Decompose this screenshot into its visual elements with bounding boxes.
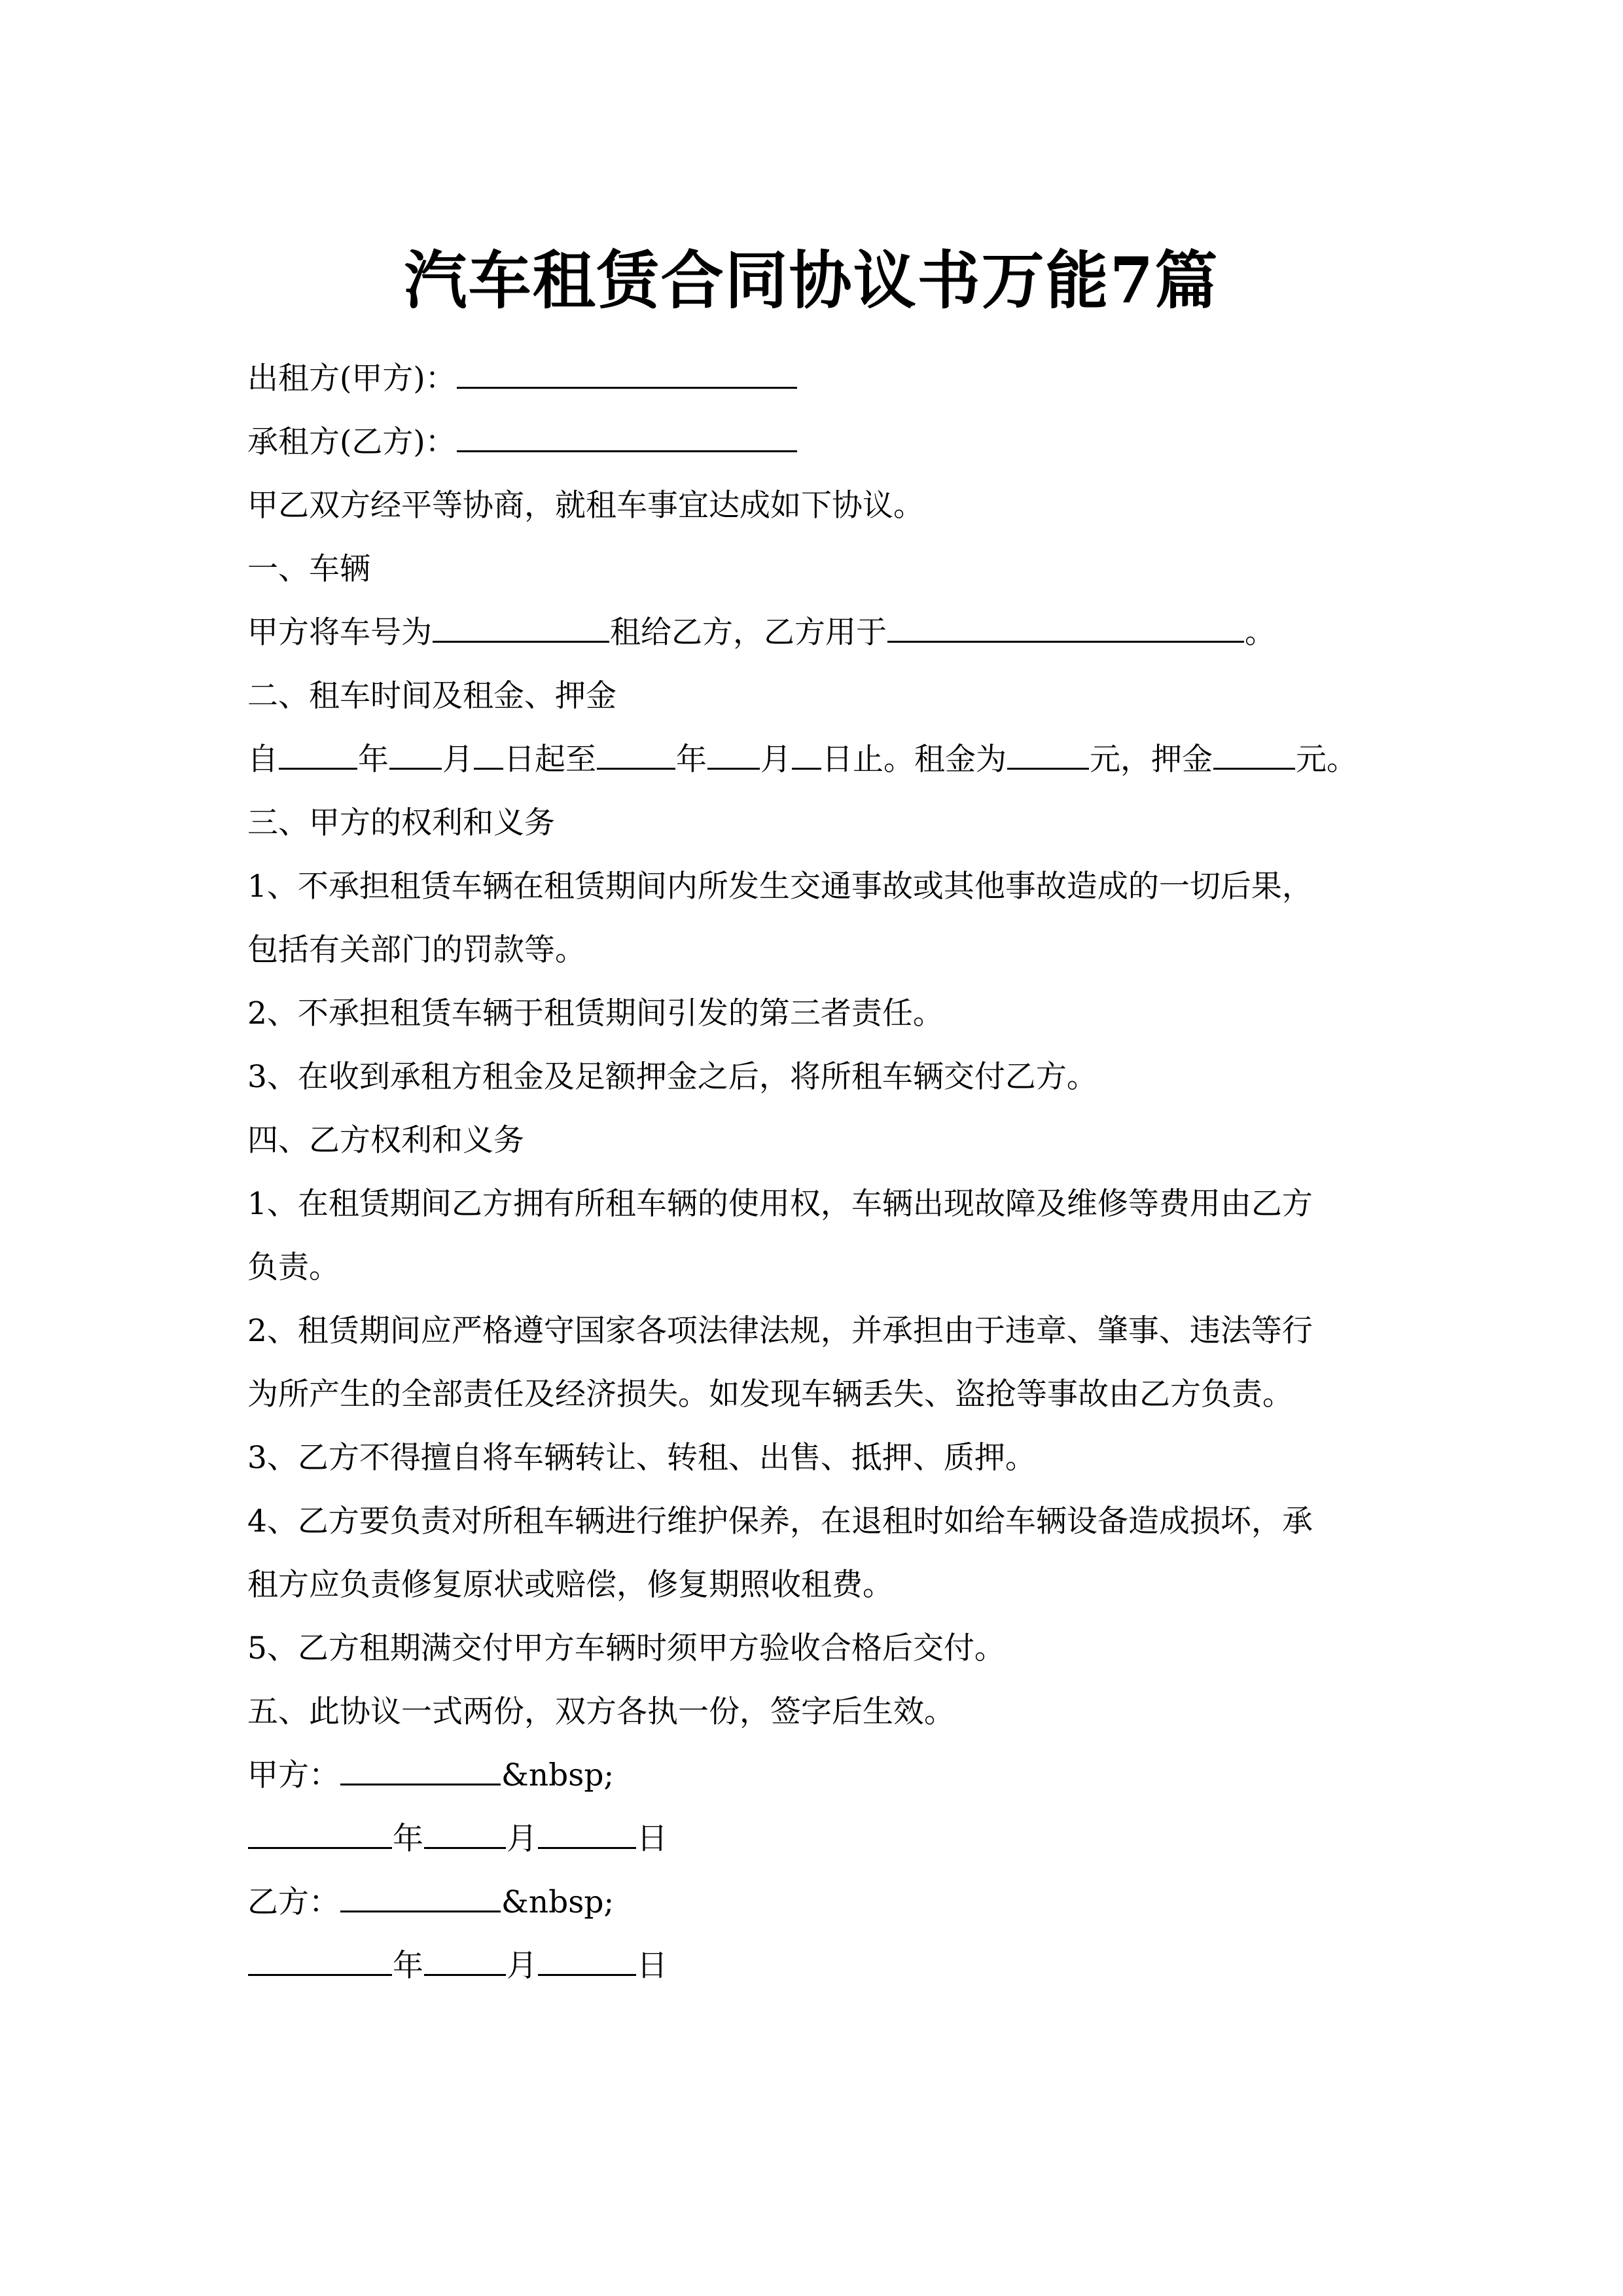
line-text: 元，押金 bbox=[1090, 742, 1213, 778]
line-text: 乙方： bbox=[247, 1884, 340, 1920]
line-text: &nbsp; bbox=[501, 1884, 615, 1920]
line-text: 3、乙方不得擅自将车辆转让、转租、出售、抵押、质押。 bbox=[247, 1440, 1036, 1476]
document-line-field bbox=[247, 410, 1412, 474]
fill-in-blank[interactable] bbox=[389, 767, 442, 770]
document-line-text bbox=[247, 982, 1412, 1045]
document-line-text bbox=[247, 1045, 1412, 1109]
document-body bbox=[247, 347, 1412, 1998]
document-title: 汽车租赁合同协议书万能7篇 bbox=[404, 243, 1219, 318]
document-line-text bbox=[247, 855, 1412, 918]
line-text: 5、乙方租期满交付甲方车辆时须甲方验收合格后交付。 bbox=[247, 1630, 1005, 1666]
fill-in-blank[interactable] bbox=[279, 767, 357, 770]
document-line-text bbox=[247, 474, 1412, 537]
line-text: 月 bbox=[507, 1948, 537, 1984]
fill-in-blank[interactable] bbox=[424, 1973, 506, 1976]
line-text: 元。 bbox=[1296, 742, 1357, 778]
fill-in-blank[interactable] bbox=[340, 1910, 501, 1912]
document-line-text bbox=[247, 1363, 1412, 1426]
document-line-text bbox=[247, 1680, 1412, 1744]
line-text: 甲方将车号为 bbox=[247, 615, 432, 651]
document-line-text bbox=[247, 1490, 1412, 1553]
line-text: 2、不承担租赁车辆于租赁期间引发的第三者责任。 bbox=[247, 996, 944, 1031]
document-line-field bbox=[247, 347, 1412, 410]
line-text: 自 bbox=[247, 742, 278, 778]
line-text: 日止。租金为 bbox=[822, 742, 1007, 778]
document-line-heading bbox=[247, 537, 1412, 601]
line-text: 4、乙方要负责对所租车辆进行维护保养，在退租时如给车辆设备造成损坏，承 bbox=[247, 1503, 1313, 1539]
document-line-text bbox=[247, 1553, 1412, 1617]
fill-in-blank[interactable] bbox=[707, 767, 760, 770]
line-text: 四、乙方权利和义务 bbox=[247, 1122, 524, 1158]
fill-in-blank[interactable] bbox=[424, 1846, 506, 1849]
fill-in-blank[interactable] bbox=[457, 386, 797, 389]
line-text: 年 bbox=[393, 1948, 423, 1984]
fill-in-blank[interactable] bbox=[248, 1973, 392, 1976]
line-text: 2、租赁期间应严格遵守国家各项法律法规，并承担由于违章、肇事、违法等行 bbox=[247, 1313, 1313, 1349]
fill-in-blank[interactable] bbox=[248, 1846, 392, 1849]
fill-in-blank[interactable] bbox=[538, 1846, 636, 1849]
line-text: 日起至 bbox=[504, 742, 596, 778]
line-text: 为所产生的全部责任及经济损失。如发现车辆丢失、盗抢等事故由乙方负责。 bbox=[247, 1376, 1293, 1412]
line-text: 三、甲方的权利和义务 bbox=[247, 805, 555, 841]
document-line-field bbox=[247, 601, 1412, 664]
line-text: 日 bbox=[637, 1821, 668, 1857]
document-line-text bbox=[247, 1236, 1412, 1299]
fill-in-blank[interactable] bbox=[597, 767, 675, 770]
fill-in-blank[interactable] bbox=[433, 640, 609, 643]
fill-in-blank[interactable] bbox=[887, 640, 1244, 643]
line-text: 五、此协议一式两份，双方各执一份，签字后生效。 bbox=[247, 1694, 955, 1730]
fill-in-blank[interactable] bbox=[792, 767, 821, 770]
line-text: 租给乙方，乙方用于 bbox=[610, 615, 887, 651]
document-line-field bbox=[247, 728, 1412, 791]
line-text: &nbsp; bbox=[501, 1757, 615, 1793]
fill-in-blank[interactable] bbox=[1213, 767, 1295, 770]
line-text: 年 bbox=[393, 1821, 423, 1857]
fill-in-blank[interactable] bbox=[340, 1783, 501, 1785]
line-text: 出租方(甲方)： bbox=[247, 361, 456, 397]
fill-in-blank[interactable] bbox=[474, 767, 503, 770]
line-text: 1、在租赁期间乙方拥有所租车辆的使用权，车辆出现故障及维修等费用由乙方 bbox=[247, 1186, 1313, 1222]
line-text: 负责。 bbox=[247, 1249, 340, 1285]
fill-in-blank[interactable] bbox=[538, 1973, 636, 1976]
line-text: 3、在收到承租方租金及足额押金之后，将所租车辆交付乙方。 bbox=[247, 1059, 1097, 1095]
line-text: 年 bbox=[676, 742, 707, 778]
document-line-heading bbox=[247, 1109, 1412, 1172]
line-text: 年 bbox=[358, 742, 389, 778]
document-line-date bbox=[247, 1807, 1412, 1871]
line-text: 甲乙双方经平等协商，就租车事宜达成如下协议。 bbox=[247, 488, 924, 524]
document-line-date bbox=[247, 1934, 1412, 1998]
line-text: 月 bbox=[442, 742, 473, 778]
line-text: 租方应负责修复原状或赔偿，修复期照收租费。 bbox=[247, 1567, 893, 1603]
line-text: 日 bbox=[637, 1948, 668, 1984]
document-line-text bbox=[247, 1617, 1412, 1680]
line-text: 。 bbox=[1245, 615, 1275, 651]
document-line-signature bbox=[247, 1744, 1412, 1807]
document-line-text bbox=[247, 1172, 1412, 1236]
line-text: 1、不承担租赁车辆在租赁期间内所发生交通事故或其他事故造成的一切后果， bbox=[247, 869, 1313, 905]
line-text: 甲方： bbox=[247, 1757, 340, 1793]
line-text: 二、租车时间及租金、押金 bbox=[247, 678, 616, 714]
line-text: 承租方(乙方)： bbox=[247, 424, 456, 460]
document-line-text bbox=[247, 1426, 1412, 1490]
line-text: 月 bbox=[760, 742, 791, 778]
document-line-text bbox=[247, 918, 1412, 982]
document-line-heading bbox=[247, 664, 1412, 728]
document-line-text bbox=[247, 1299, 1412, 1363]
line-text: 月 bbox=[507, 1821, 537, 1857]
line-text: 一、车辆 bbox=[247, 551, 370, 587]
document-line-heading bbox=[247, 791, 1412, 855]
line-text: 包括有关部门的罚款等。 bbox=[247, 932, 586, 968]
fill-in-blank[interactable] bbox=[1007, 767, 1089, 770]
document-line-signature bbox=[247, 1871, 1412, 1934]
fill-in-blank[interactable] bbox=[457, 450, 797, 452]
